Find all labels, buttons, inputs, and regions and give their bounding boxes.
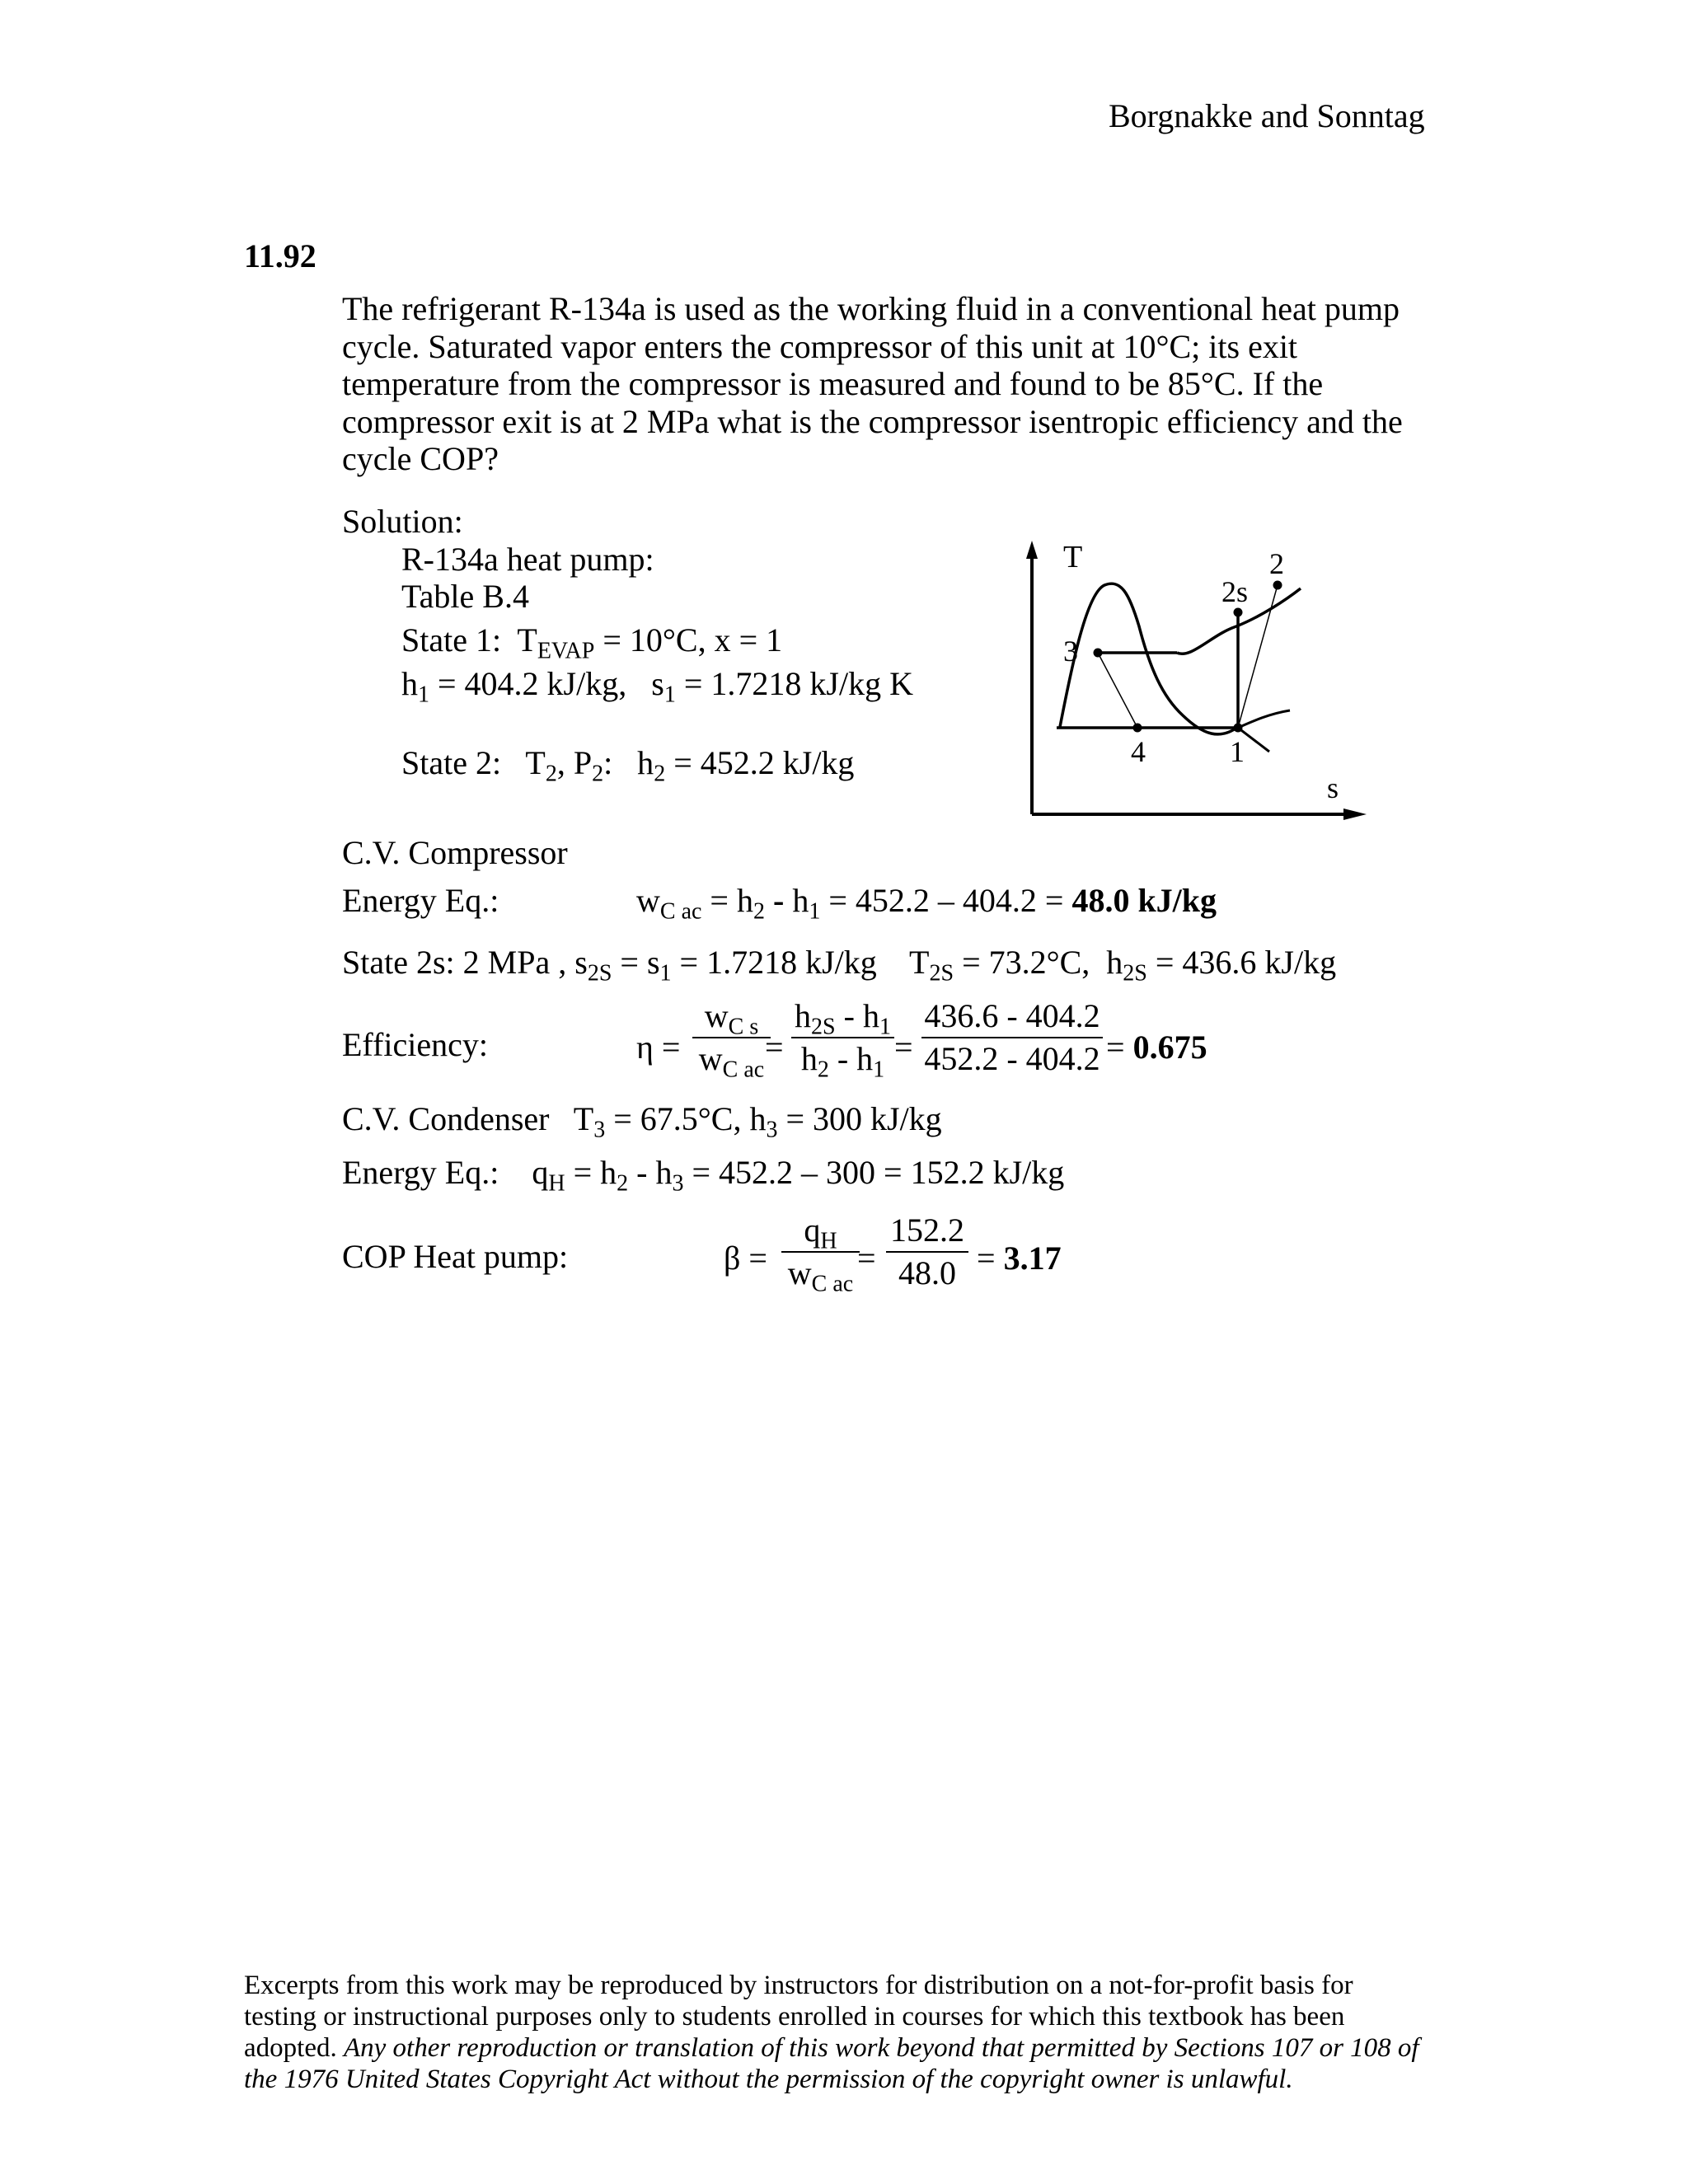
beta-symbol: β = <box>724 1240 767 1277</box>
state2s-T: = 73.2°C, <box>962 944 1090 981</box>
qh-values: = 452.2 – 300 = 152.2 kJ/kg <box>692 1154 1065 1191</box>
footer-normal: Excerpts from this work may be reproduced by instructors for distribution on a not-for-profit basis for testing or instructional purposes only to students enrolled in courses for which this textbook has been adopted. <box>244 1971 1353 2063</box>
state1-h: = 404.2 kJ/kg, <box>438 665 627 702</box>
state-point-3 <box>1094 649 1103 658</box>
state-label-2s: 2s <box>1221 575 1249 608</box>
throttling-line <box>1098 653 1137 728</box>
equals-sign: = <box>857 1240 876 1277</box>
efficiency-result: = 0.675 <box>1106 1029 1207 1066</box>
footer-italic: Any other reproduction or translation of this work beyond that permitted by Sections 107 or 108 of the 1976 United States Copyright Act without the permission of the copyright owner is unlawful. <box>244 2033 1419 2094</box>
s-axis-label: s <box>1327 771 1339 804</box>
problem-line: The refrigerant R-134a is used as the working fluid in a conventional heat pump <box>342 290 1400 327</box>
energy-eq-label: Energy Eq.: <box>342 882 499 919</box>
energy-eq-label-2: Energy Eq.: <box>342 1154 499 1191</box>
fluid-label: R-134a heat pump: <box>401 541 654 578</box>
work-mid: = 452.2 – 404.2 = <box>828 882 1064 919</box>
state-point-2 <box>1273 581 1282 590</box>
eff-denominator: 452.2 - 404.2 <box>924 1040 1100 1077</box>
state-point-2s <box>1234 608 1243 617</box>
problem-number: 11.92 <box>244 237 316 274</box>
cop-fraction-symbolic: $q_H$ $w_{C ac}$ <box>781 1212 860 1292</box>
condenser-line: C.V. Condenser $T_3 = 67.5^\circ C$, $h_3 = 300$ kJ/kg <box>342 1100 942 1143</box>
equals-sign: = <box>765 1029 784 1066</box>
state-label-4: 4 <box>1131 735 1146 768</box>
cop-numerator: 152.2 <box>890 1212 964 1249</box>
state2-label: State 2: <box>401 744 502 781</box>
state1-line: State 1: $T_{EVAP} = 10^\circ C$, x = 1 <box>401 621 783 664</box>
efficiency-fraction-enthalpy: $h_{2S} - h_1$ $h_2 - h_1$ <box>791 997 894 1078</box>
cv-compressor-heading: C.V. Compressor <box>342 834 568 871</box>
low-pressure-line <box>1238 710 1290 728</box>
state1-values: 10°C, x = 1 <box>629 621 783 658</box>
state-label-2: 2 <box>1269 547 1284 580</box>
condenser-energy-line: Energy Eq.: $q_H = h_2 - h_3 = 452.2 - 300 = 152.2$ kJ/kg <box>342 1154 1065 1197</box>
condenser-h3: = 300 kJ/kg <box>785 1100 942 1137</box>
problem-line: compressor exit is at 2 MPa what is the compressor isentropic efficiency and the <box>342 403 1403 440</box>
problem-line: temperature from the compressor is measured and found to be 85°C. If the <box>342 365 1324 402</box>
cop-denominator: 48.0 <box>898 1254 956 1291</box>
state2-h: = 452.2 kJ/kg <box>673 744 855 781</box>
state2s-label: State 2s: 2 MPa , <box>342 944 567 981</box>
page-header-authors: Borgnakke and Sonntag <box>1109 97 1425 134</box>
ts-diagram <box>1014 536 1376 824</box>
eff-numerator: 436.6 - 404.2 <box>924 997 1100 1034</box>
state-label-1: 1 <box>1230 735 1245 768</box>
efficiency-fraction-numeric <box>921 997 1103 1078</box>
solution-heading: Solution: <box>342 503 463 540</box>
compressor-work-equation: $w_{C ac} = h_2 - h_1 = 452.2 - 404.2 = 48.0$ kJ/kg <box>636 882 1217 925</box>
problem-line: cycle COP? <box>342 440 499 477</box>
work-result: 48.0 kJ/kg <box>1071 882 1217 919</box>
cop-result: = 3.17 <box>977 1240 1062 1277</box>
state2s-s: = 1.7218 kJ/kg <box>679 944 877 981</box>
state2s-line: State 2s: 2 MPa , $s_{2S} = s_1 = 1.7218$ kJ/kg $T_{2S} = 73.2^\circ C$, $h_{2S} = 436.6$ kJ/kg <box>342 944 1337 987</box>
t-axis-arrow <box>1026 541 1038 559</box>
state2s-h: = 436.6 kJ/kg <box>1155 944 1337 981</box>
cop-fraction-numeric <box>886 1212 968 1292</box>
efficiency-fraction-work: $w_{C s}$ $w_{C ac}$ <box>692 997 771 1078</box>
problem-line: cycle. Saturated vapor enters the compressor of this unit at 10°C; its exit <box>342 328 1298 365</box>
efficiency-label: Efficiency: <box>342 1026 488 1063</box>
state-label-3: 3 <box>1063 635 1078 668</box>
copyright-footer <box>244 1970 1423 2095</box>
state1-properties: $h_1 = 404.2$ kJ/kg, $s_1 = 1.7218$ kJ/kg K <box>401 665 913 708</box>
table-reference: Table B.4 <box>401 578 529 615</box>
eta-symbol: η = <box>636 1029 681 1066</box>
s-axis-arrow <box>1343 808 1367 820</box>
cv-condenser-heading: C.V. Condenser <box>342 1100 550 1137</box>
state1-s: = 1.7218 kJ/kg K <box>683 665 913 702</box>
state1-label: State 1: <box>401 621 502 658</box>
state-point-4 <box>1133 724 1142 733</box>
equals-sign: = <box>894 1029 913 1066</box>
state-point-1 <box>1234 724 1243 733</box>
cop-label: COP Heat pump: <box>342 1238 569 1275</box>
condenser-T3: = 67.5°C, <box>613 1100 742 1137</box>
t-axis-label: T <box>1063 540 1083 574</box>
state2-line: State 2: $T_2$, $P_2$: $h_2 = 452.2$ kJ/kg <box>401 744 855 787</box>
saturation-dome <box>1060 583 1238 734</box>
